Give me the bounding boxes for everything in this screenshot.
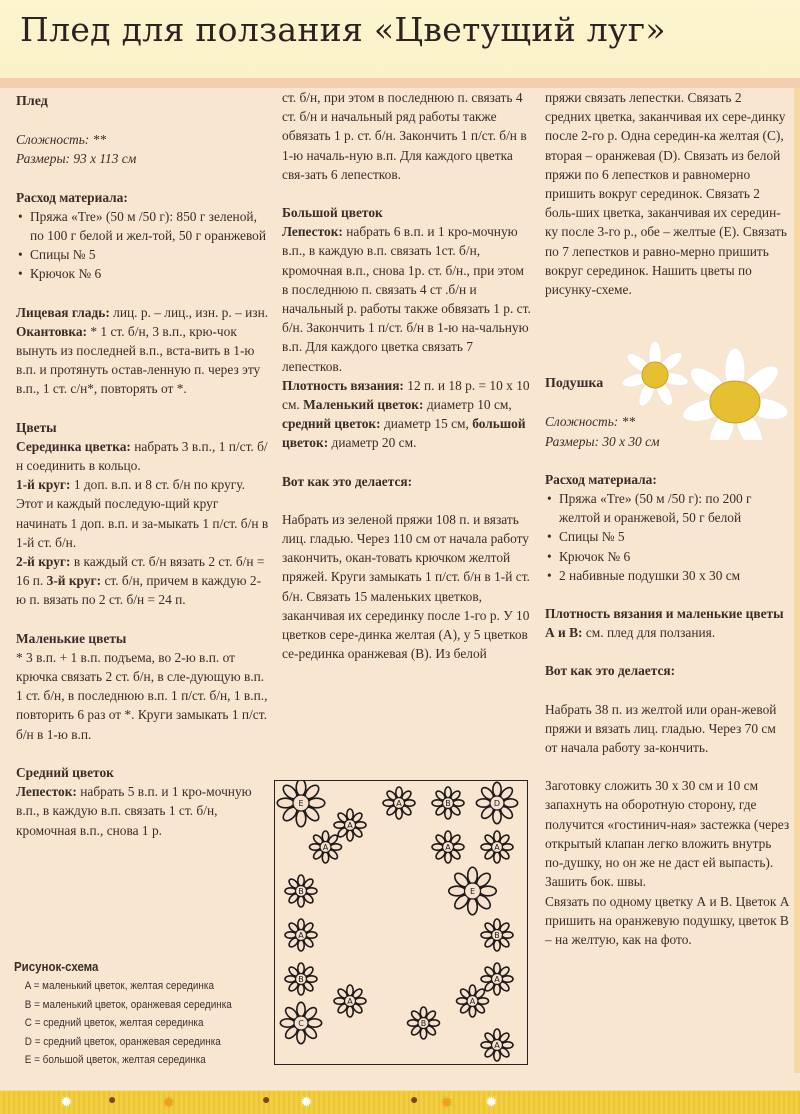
scheme-petal: [322, 852, 328, 863]
center-label: Серединка цветка:: [16, 438, 131, 454]
scheme-flower-a: [285, 919, 317, 951]
scheme-flower-d: [476, 782, 517, 823]
sun-icon: ✹: [300, 1095, 313, 1111]
daisy-photo: [605, 340, 800, 440]
scheme-petal: [307, 1019, 321, 1027]
medium-flower-section: [16, 763, 271, 840]
pillow-howto-text: Набрать 38 п. из желтой или оран-жевой пряжи и вязать лиц. гладью. Через 70 см от начала работу за-кончить.: [545, 701, 777, 756]
density-label: Плотность вязания:: [282, 377, 404, 393]
scheme-petal: [277, 798, 294, 808]
scheme-petal: [429, 1020, 440, 1026]
scheme-petal: [502, 976, 513, 982]
scheme-petal: [478, 998, 489, 1004]
pillow-materials-list: [545, 489, 790, 585]
scheme-flower-label: B: [494, 931, 500, 940]
howto-cont-text: пряжи связать лепестки. Связать 2 средних цветка, заканчивая их сере-динку после 2-го р. Одна середин-ка желтая (С), вторая – оранжевая (D). Связать из белой пряжи по 6 лепестков и равномерно пришить вокруг серединок. Связать 2 боль-ших цветка, заканчивая их середин-ку после 3-го р., обе – желтые (Е). Связать по 7 лепестков и равно-мерно пришить вокруг серединок. Нашить цветы по рисунку-схеме.: [545, 90, 787, 298]
scheme-petal: [396, 787, 402, 798]
page-edge: [794, 88, 800, 1073]
scheme-petal: [296, 810, 306, 827]
round3-label: 3-й круг:: [46, 573, 102, 589]
scheme-petal: [408, 1020, 419, 1026]
scheme-flower-c: [280, 1002, 321, 1043]
scheme-petal: [494, 919, 500, 930]
scheme-petal: [396, 808, 402, 819]
scheme-petal: [468, 867, 478, 884]
medium-petal-text: набрать 5 в.п. и 1 кро-мочную в.п., в каждую в.п. связать 1 ст. б/н, кромочная в.п., снова 1 р.: [16, 784, 252, 838]
scheme-petal: [481, 932, 492, 938]
scheme-flower-label: B: [445, 799, 451, 808]
pillow-density-text: см. плед для ползания.: [585, 625, 716, 641]
pillow-density-label: Плотность вязания и маленькие цветы А и В:: [545, 606, 784, 641]
scheme-petal: [494, 852, 500, 863]
round1-label: 1-й круг:: [16, 477, 71, 493]
scheme-flower-a: [481, 1029, 513, 1061]
material-item: • 2 набивные подушки 30 х 30 см: [545, 566, 790, 585]
pillow-howto-text: Заготовку сложить 30 х 30 см и 10 см запахнуть на оборотную сторону, где получится «гостинич-ная» застежка (через открытый клапан легко вложить внутрь по-душку, но он же не даст ей выпасть). Зашить бок. швы.: [545, 778, 790, 890]
scheme-petal: [420, 1007, 426, 1018]
scheme-petal: [347, 830, 353, 841]
scheme-petal: [481, 1042, 492, 1048]
stitch-label: Лицевая гладь:: [16, 304, 110, 320]
center-text: набрать 3 в.п., 1 п/ст. б/н соединить в кольцо.: [16, 438, 268, 474]
scheme-flower-a: [481, 963, 513, 995]
medium-size-label: средний цветок:: [282, 416, 381, 432]
large-size-label: большой цветок:: [282, 416, 526, 451]
small-text: * 3 в.п. + 1 в.п. подъема, во 2-ю в.п. от крючка связать 2 ст. б/н, в сле-дующую в.п. 1 ст. б/н, в последнюю в.п. 1 п/ст. б/н, 1 в.п., повторить 6 раз от *. Круги замыкать 1 п/ст. б/н в 1-ю в.п.: [16, 649, 268, 742]
howto-text: Набрать из зеленой пряжи 108 п. и вязать лиц. гладью. Через 110 см от начала работу закончить, окан-товать крючком желтой пряжей. Круги замыкать 1 п/ст. б/н в 1-й ст. б/н. Связать 15 маленьких цветков, заканчивая их серединку после 1-го р. У 10 цветков сере-динка желтая (А), у 5 цветков се-рединка оранжевая (В). Из белой: [282, 511, 530, 662]
large-daisy-icon: [680, 348, 790, 440]
scheme-flower-label: A: [469, 997, 476, 1006]
scheme-canvas: [275, 781, 526, 1063]
scheme-petal: [298, 896, 304, 907]
difficulty-value: **: [92, 132, 107, 148]
scheme-flower-a: [457, 985, 489, 1017]
scheme-petal: [297, 1029, 305, 1043]
scheme-petal: [298, 875, 304, 886]
small-size-label: Маленький цветок:: [303, 397, 424, 413]
scheme-petal: [298, 919, 304, 930]
legend-item: A = маленький цветок, желтая серединка: [24, 980, 214, 992]
sun-icon: ✹: [60, 1095, 73, 1111]
round2-text: в каждый ст. б/н вязать 2 ст. б/н = 16 п.: [16, 554, 265, 589]
pillow-difficulty-value: **: [621, 414, 636, 430]
scheme-petal: [445, 852, 451, 863]
size-label: Размеры:: [16, 151, 70, 167]
scheme-petal: [296, 781, 306, 796]
header-strip: [0, 78, 800, 88]
scheme-flower-label: A: [494, 975, 500, 984]
howto-block: [282, 510, 532, 664]
scheme-flower-label: D: [493, 799, 501, 808]
small-size-text: диаметр 10 см,: [426, 397, 512, 413]
scheme-petal: [310, 844, 321, 850]
teddy-bear-icon: ●: [262, 1093, 271, 1108]
material-item: • Спицы № 5: [545, 527, 790, 546]
scheme-petal: [347, 985, 353, 996]
scheme-petal: [468, 898, 478, 915]
scheme-petal: [445, 808, 451, 819]
medium-petal-label: Лепесток:: [16, 784, 77, 800]
column-1: [16, 88, 271, 859]
material-item: • Пряжа «Tre» (50 м /50 г): 850 г зеленой, по 100 г белой и жел-той, 50 г оранжевой: [16, 207, 271, 245]
scheme-heading: Рисунок-схема: [14, 960, 99, 974]
plaid-specs: [16, 130, 271, 168]
scheme-petal: [503, 799, 517, 807]
scheme-flower-a: [334, 985, 366, 1017]
scheme-petal: [306, 976, 317, 982]
scheme-petal: [494, 963, 500, 974]
scheme-flower-e: [449, 867, 497, 915]
scheme-petal: [494, 1050, 500, 1061]
large-petal-text: набрать 6 в.п. и 1 кро-мочную в.п., в каждую в.п. связать 1ст. б/н, кромочная в.п., снова 1р. ст. б/н., при этом в последнюю п. связать 4 ст .б/н и начальный р. работы также обвязать 1 р. ст. б/н. Закончить 1 п/ст. б/н в 1-ю на-чальную в.п. Для каждого цветка связать 7 лепестков.: [282, 224, 531, 374]
scheme-flower-label: A: [445, 843, 451, 852]
scheme-flower-label: A: [298, 931, 304, 940]
material-item: • Крючок № 6: [16, 264, 271, 283]
medium-cont-text: ст. б/н, при этом в последнюю п. связать 4 ст. б/н и начальный ряд работы также обвязать 1 р. ст. б/н. Закончить 1 п/ст. б/н в 1-ю началь-ную в.п. Для каждого цветка свя-зать 6 лепестков.: [282, 90, 527, 182]
scheme-petal: [476, 799, 490, 807]
pillow-howto-2: [545, 776, 790, 949]
materials-heading: Расход материала:: [16, 189, 128, 205]
materials-list: [16, 207, 271, 284]
flowers-heading: Цветы: [16, 419, 57, 435]
scheme-petal: [285, 888, 296, 894]
scheme-flower-label: A: [347, 997, 353, 1006]
scheme-petal: [445, 787, 451, 798]
scheme-petal: [308, 798, 325, 808]
large-flower-section: [282, 203, 532, 453]
scheme-flower-label: B: [298, 975, 304, 984]
scheme-petal: [494, 984, 500, 995]
scheme-petal: [502, 932, 513, 938]
scheme-flower-a: [310, 831, 342, 863]
pillow-size-value: 30 х 30 см: [602, 433, 660, 449]
scheme-petal: [481, 976, 492, 982]
scheme-petal: [355, 822, 366, 828]
scheme-petal: [445, 831, 451, 842]
legend-item: B = маленький цветок, оранжевая серединка: [24, 998, 232, 1011]
scheme-flower-label: A: [347, 821, 353, 830]
scheme-flower-e: [277, 781, 325, 827]
legend-item: E = большой цветок, желтая серединка: [24, 1054, 206, 1067]
flower-scheme-diagram: [274, 780, 528, 1065]
column-2: [282, 88, 532, 682]
scheme-petal: [347, 1006, 353, 1017]
small-heading: Маленькие цветы: [16, 630, 127, 646]
scheme-petal: [453, 800, 464, 806]
scheme-flower-b: [432, 787, 464, 819]
scheme-petal: [502, 844, 513, 850]
howto-heading-block: [282, 472, 532, 491]
scheme-flower-label: B: [298, 887, 304, 896]
pillow-materials-heading: Расход материала:: [545, 471, 657, 487]
scheme-flower-b: [408, 1007, 440, 1039]
scheme-petal: [453, 844, 464, 850]
scheme-flower-b: [285, 875, 317, 907]
page-title: Плед для ползания «Цветущий луг»: [20, 10, 666, 49]
scheme-petal: [347, 809, 353, 820]
scheme-flower-label: E: [469, 887, 476, 896]
plaid-heading: Плед: [16, 94, 48, 109]
scheme-petal: [449, 886, 466, 896]
size-value: 93 х 113 см: [73, 151, 137, 167]
sun-icon: ✹: [162, 1095, 176, 1112]
pillow-difficulty-label: Сложность:: [545, 414, 619, 430]
scheme-petal: [432, 844, 443, 850]
scheme-petal: [457, 998, 468, 1004]
scheme-petal: [334, 998, 345, 1004]
scheme-flower-label: C: [298, 1019, 304, 1028]
density-text: 12 п. и 18 р. = 10 х 10 см.: [282, 377, 530, 413]
scheme-flower-label: A: [322, 843, 329, 852]
round3-text: ст. б/н, причем в каждую 2-ю п. вязать по 2 ст. б/н = 24 п.: [16, 573, 262, 608]
scheme-petal: [432, 800, 443, 806]
scheme-petal: [298, 940, 304, 951]
material-item: • Спицы № 5: [16, 245, 271, 264]
large-size-text: диаметр 20 см.: [331, 435, 417, 451]
legend-item: D = средний цветок, оранжевая серединка: [24, 1035, 221, 1048]
scheme-petal: [480, 886, 497, 896]
plaid-stitches: [16, 303, 271, 399]
scheme-flower-a: [432, 831, 464, 863]
pillow-howto-text: Связать по одному цветку А и В. Цветок А пришить на оранжевую подушку, цветок В – на желтую, как на фото.: [545, 893, 790, 947]
edging-label: Окантовка:: [16, 323, 87, 339]
small-flowers-section: [16, 629, 271, 744]
scheme-petal: [297, 1002, 305, 1016]
scheme-petal: [494, 940, 500, 951]
scheme-petal: [404, 800, 415, 806]
material-item: • Пряжа «Tre» (50 м /50 г): по 200 г желтой и оранжевой, 50 г белой: [545, 489, 790, 527]
flowers-section: [16, 418, 271, 610]
decorative-banner: [0, 1090, 800, 1114]
small-daisy-icon: [621, 341, 690, 409]
plaid-materials: [16, 188, 271, 284]
large-petal-label: Лепесток:: [282, 224, 343, 240]
scheme-petal: [494, 831, 500, 842]
round2-label: 2-й круг:: [16, 554, 71, 570]
scheme-petal: [481, 844, 492, 850]
large-heading: Большой цветок: [282, 205, 383, 221]
scheme-petal: [285, 976, 296, 982]
pillow-howto-1: [545, 700, 790, 758]
pillow-howto-heading-block: [545, 661, 790, 680]
scheme-petal: [306, 932, 317, 938]
scheme-flower-label: E: [298, 799, 304, 808]
scheme-petal: [420, 1028, 426, 1039]
scheme-petal: [322, 831, 328, 842]
sun-icon: ✹: [440, 1095, 454, 1112]
teddy-bear-icon: ●: [108, 1093, 117, 1108]
scheme-petal: [298, 984, 304, 995]
scheme-petal: [355, 998, 366, 1004]
medium-flower-cont: [282, 88, 532, 184]
scheme-petal: [285, 932, 296, 938]
pillow-heading: Подушка: [545, 376, 604, 392]
scheme-petal: [493, 782, 501, 796]
teddy-bear-icon: ●: [410, 1093, 419, 1108]
pillow-density: [545, 604, 790, 642]
scheme-legend: [14, 960, 269, 1070]
scheme-petal: [469, 1006, 475, 1017]
pillow-size-label: Размеры:: [545, 433, 599, 449]
scheme-flower-label: A: [494, 843, 500, 852]
sun-icon: ✹: [485, 1095, 498, 1111]
scheme-flower-a: [334, 809, 366, 841]
round1-text: 1 доп. в.п. и 8 ст. б/н по кругу. Этот и каждый последую-щий круг начинать 1 доп. в.п. и за-мыкать 1 п/ст. б/н в 1-й ст. б/н.: [16, 477, 269, 550]
scheme-flower-label: A: [396, 799, 402, 808]
scheme-petal: [502, 1042, 513, 1048]
scheme-flower-b: [481, 919, 513, 951]
scheme-flower-label: B: [420, 1019, 427, 1028]
scheme-petal: [331, 844, 342, 850]
pillow-materials: [545, 470, 790, 585]
scheme-petal: [306, 888, 317, 894]
plaid-intro: [16, 92, 271, 111]
edging-text: * 1 ст. б/н, 3 в.п., крю-чок вынуть из последней в.п., вста-вить в 1-ю в.п. и протянуть остав-ленную п. через эту в.п., 1 ст. с/н*, повторять от *.: [16, 323, 261, 397]
material-item: • Крючок № 6: [545, 547, 790, 566]
scheme-petal: [383, 800, 394, 806]
medium-size-text: диаметр 15 см,: [383, 416, 469, 432]
scheme-flower-a: [481, 831, 513, 863]
scheme-flower-b: [285, 963, 317, 995]
scheme-flower-label: A: [494, 1041, 500, 1050]
howto-heading: Вот как это делается:: [282, 473, 413, 489]
stitch-text: лиц. р. – лиц., изн. р. – изн.: [113, 304, 269, 320]
column-3: [545, 88, 790, 968]
scheme-flower-a: [383, 787, 415, 819]
medium-heading: Средний цветок: [16, 764, 114, 780]
legend-item: C = средний цветок, желтая серединка: [24, 1017, 204, 1030]
howto-cont-block: [545, 88, 790, 299]
difficulty-label: Сложность:: [16, 132, 90, 148]
scheme-petal: [334, 822, 345, 828]
scheme-petal: [493, 809, 501, 823]
scheme-petal: [280, 1019, 294, 1027]
pillow-howto-heading: Вот как это делается:: [545, 663, 676, 679]
scheme-petal: [494, 1029, 500, 1040]
scheme-petal: [469, 985, 475, 996]
scheme-petal: [298, 963, 304, 974]
